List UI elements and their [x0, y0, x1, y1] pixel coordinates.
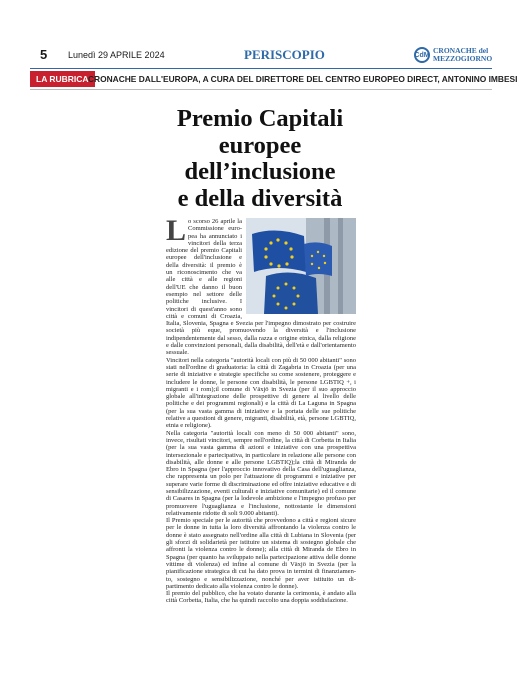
paragraph-1-text: o scorso 26 aprile la Commissione europea ha annunciato i vincitori della terza edizione del premio Capitali europee dell'inclusione e della diversità: il premio è un riconoscimento che va alle città e alle regioni dell'UE che danno il buon esempio nel settore delle politiche inclusive. I vincitori di quest'anno sono città e comuni di Croazia, Italia, Slovenia, Spagna e Svezia per l'impegno dimostrato per costruire società più eque, promuovendo la diversità e l'inclusione indipendentemente dal sesso, dalla razza e origine etnica, dalla religione e dalle convinzioni personali, dalla disabilità, dell'età e dall'orientamento sessuale. [166, 218, 356, 357]
rubrica-bar [30, 71, 518, 87]
page-number: 5 [40, 47, 48, 62]
rubrica-divider [30, 89, 492, 90]
eu-flags-photo-icon [246, 218, 356, 314]
newspaper-logo-icon: CdM [414, 47, 430, 63]
title-line-4: e della diversità [177, 184, 343, 212]
title-line-1: Premio Capitali [176, 105, 344, 132]
title-line-3: dell’inclusione [184, 158, 336, 185]
title-line-2: europee [218, 131, 302, 159]
newspaper-logo-text [433, 47, 492, 63]
header-divider [30, 68, 492, 69]
rubrica-subtitle: CRONACHE DALL'EUROPA, A CURA DEL DIRETTORE DEL CENTRO EUROPEO DIRECT, ANTONINO IMBESI [88, 74, 518, 84]
article-body [166, 214, 356, 605]
section-name: PERISCOPIO [244, 47, 325, 62]
newspaper-logo [414, 46, 522, 64]
logo-line-1: CRONACHE del [433, 46, 489, 55]
rubrica-tag: LA RUBRICA [30, 71, 95, 87]
page-header [30, 44, 492, 66]
dropcap: L [166, 214, 187, 247]
article-paragraph-5: Il premio del pubblico, che ha votato durante la cerimonia, è andato alla città Corbetta, Italia, che ha quindi raccolto una doppia soddisfazione. [166, 590, 356, 605]
article-title [150, 106, 370, 212]
eu-flags-photo-svg [246, 218, 356, 314]
article-paragraph-2: Vincitori nella categoria "autorità locali con più di 50 000 abitanti" sono stati nell'ordine di graduatoria: la città di Zagabria in Croazia (per una serie di iniziative e strategie specifiche su come sostenere, proteggere e includere le donne, le persone con disabilità, le persone LGBTIQ +, i migranti e i rom);il comune di Växjö in Svezia (per il suo approccio globale all'integrazione delle prospettive di genere al livello delle politiche e dei programmi regionali) e la città di La Laguna in Spagna (per la sua vasta gamma di iniziative e la portata delle sue politiche relative a questioni di genere, migranti, disabilità, età, persone LGBTIQ, etnia e religione). [166, 356, 356, 430]
article-paragraph-4: Il Premio speciale per le autorità che provvedono a città e regioni sicure per le donne in tutta la loro diversità affrontando la violenza contro le donne è stato assegnato nell'ordine alla città di Lubiana in Slovenia (per gli sforzi di solidarietà per istituire un sistema di sostegno globale che affronti la violenza contro le donne); alla città di Miranda de Ebro in Spagna (per quanto ha sviluppato nella partecipazione attiva delle donne vittime di violenza) ed infine al comune di Växjö in Svezia (per la pianificazione strategica di cui ha dato prova in termini di finanziamento, sostegno e sensibilizzazione, nonché per aver istituito un dipartimento dedicato alla violenza contro le donne). [166, 517, 356, 590]
logo-line-2: MEZZOGIORNO [433, 54, 493, 63]
article-paragraph-3: Nella categoria "autorità locali con meno di 50 000 abitanti" sono, invece, risultati vincitori, sempre nell'ordine, la città di Corbetta in Italia (per la sua vasta gamma di azioni e iniziative con una prospettiva intersezionale e partecipativa, in particolare in relazione alle persone con disabilità, alle donne e alle persone LGBTIQ);la città di Miranda de Ebro in Spagna (per l'approccio innovativo della Casa dell'uguaglianza, che rappresenta un polo per l'attuazione di programmi e iniziative per superare varie forme di discriminazione ed offre iniziative educative e di sensibilizzazione, eventi culturali e iniziative comunitarie) ed il comune di Casares in Spagna (per la lodevole ambizione e l'impegno profuso per promuovere l'uguaglianza e l'inclusione, nottostante le dimensioni relativamente ridotte di soli 9.000 abitanti). [166, 429, 356, 517]
issue-date: Lunedì 29 APRILE 2024 [68, 50, 165, 60]
